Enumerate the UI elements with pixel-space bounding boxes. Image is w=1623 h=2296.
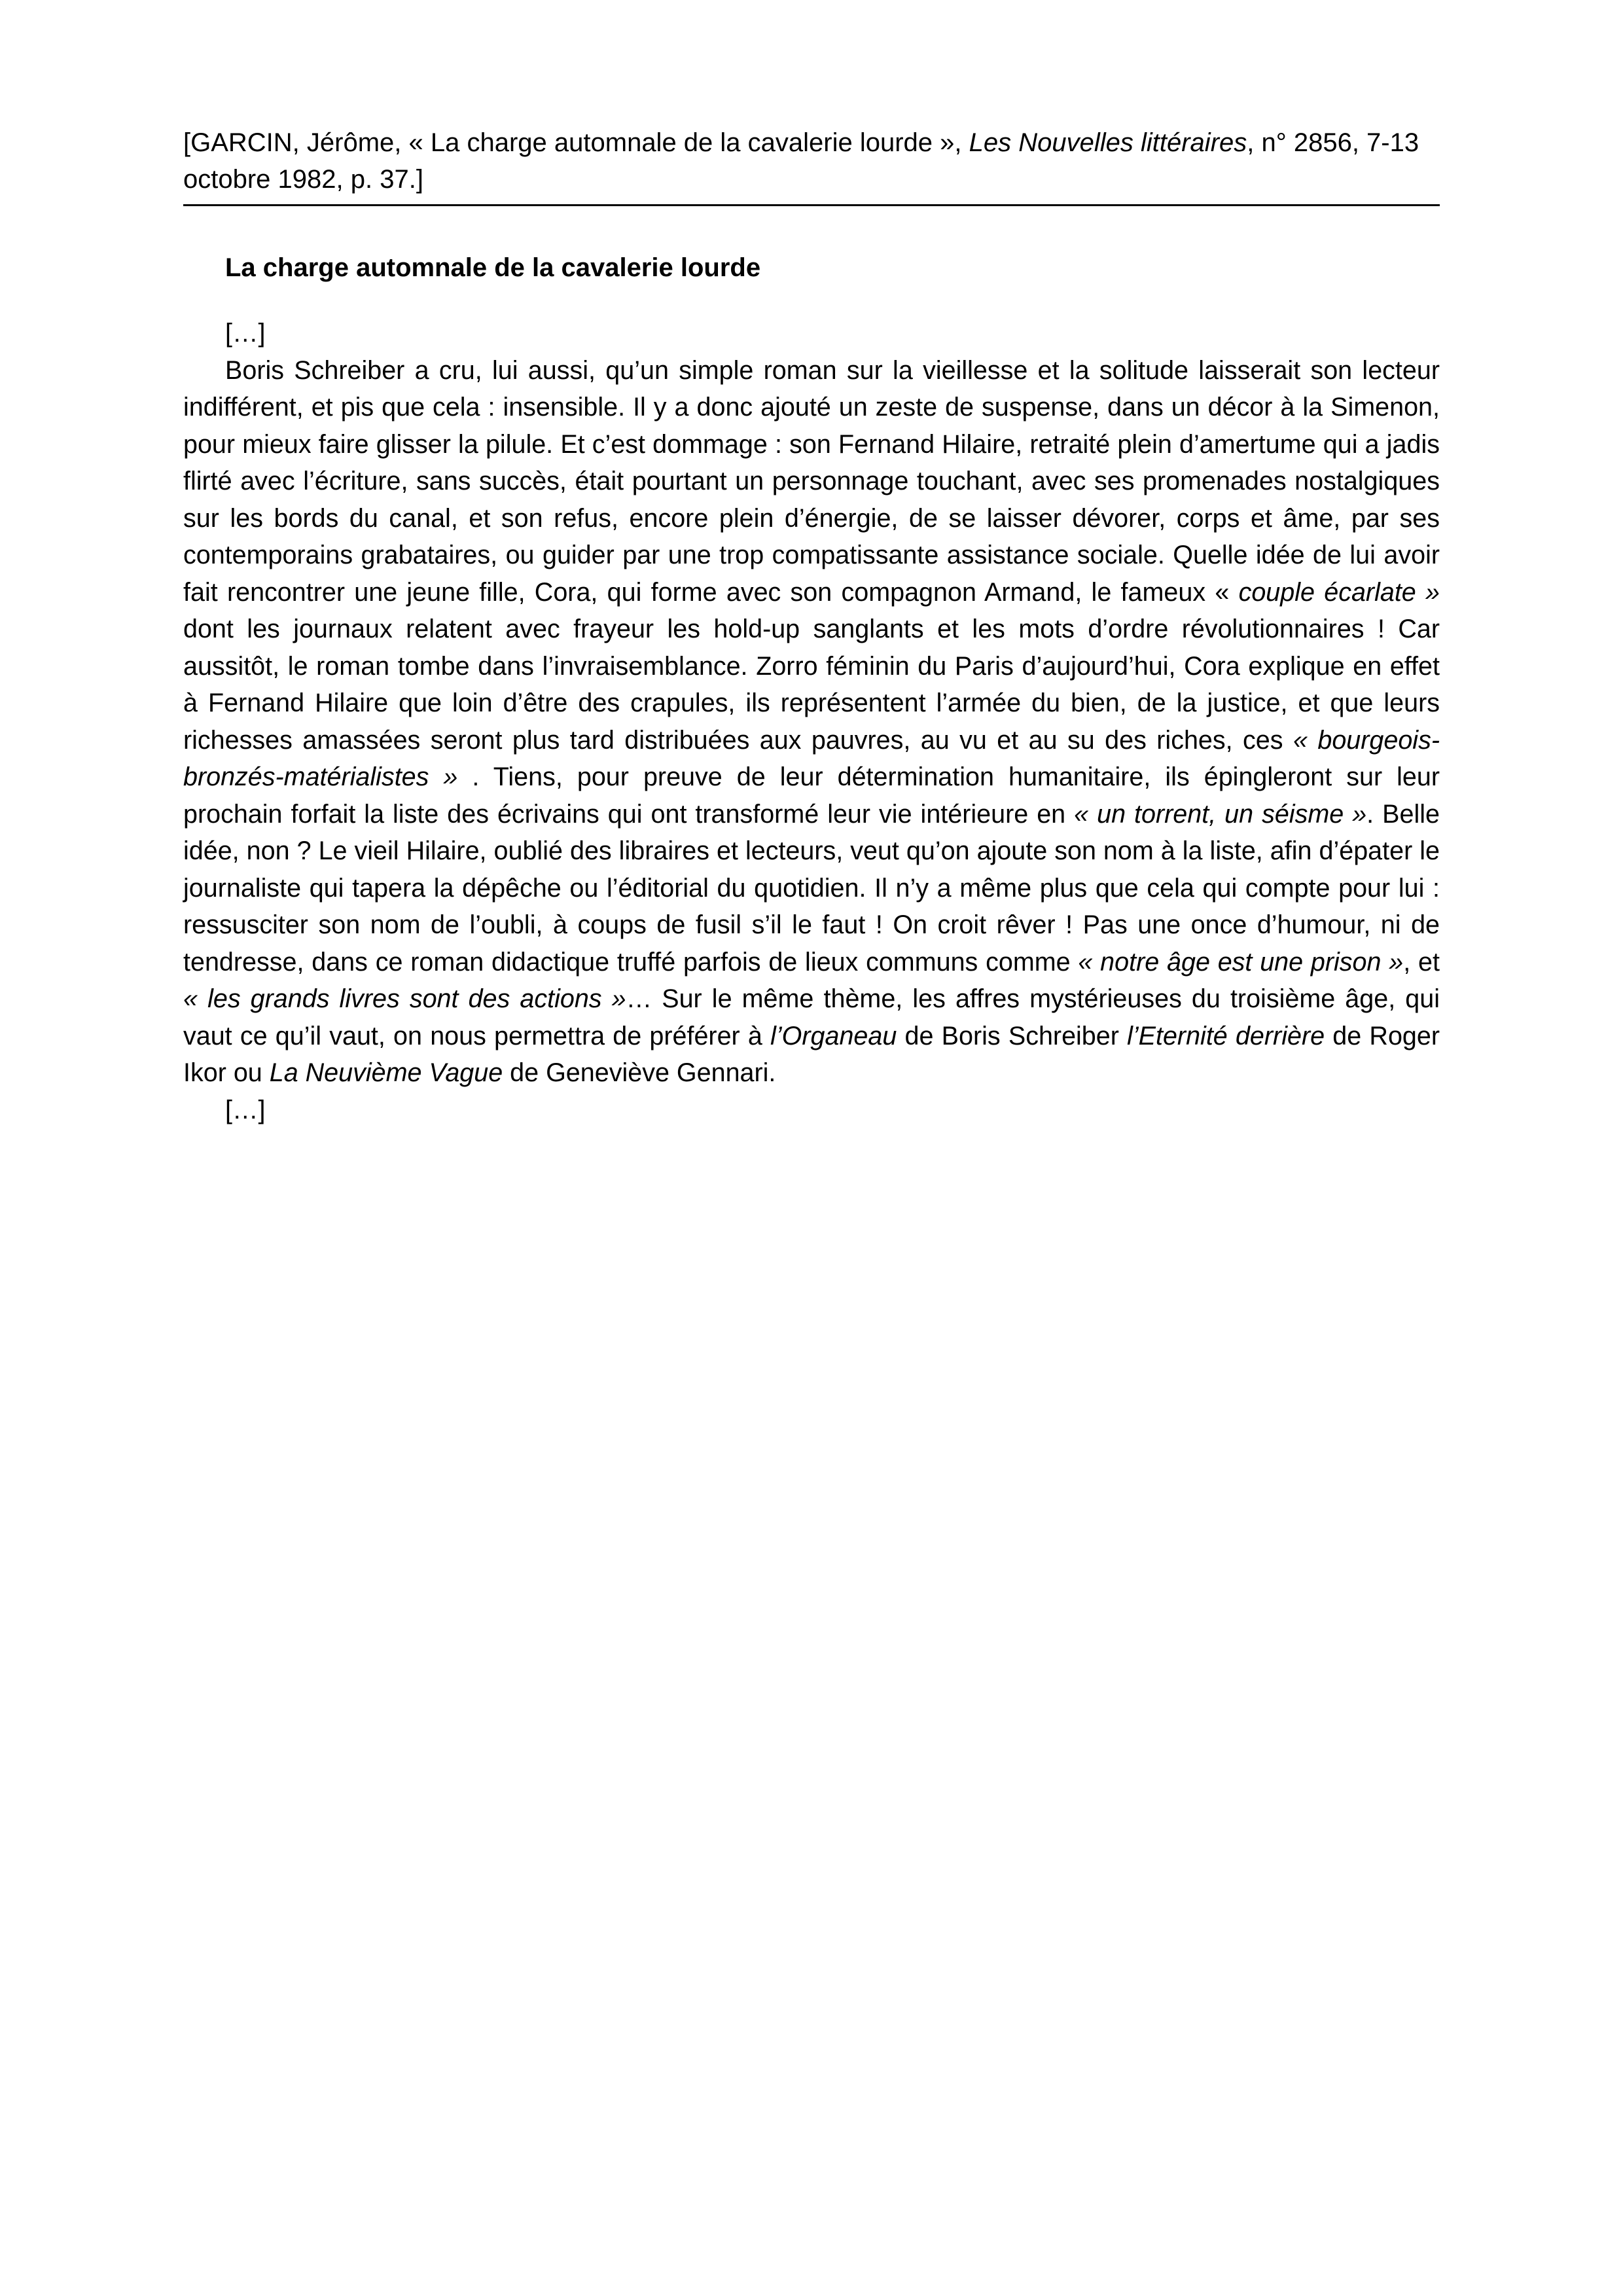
italic-run: « les grands livres sont des actions » xyxy=(183,984,626,1013)
italic-run: « notre âge est une prison » xyxy=(1078,947,1404,977)
italic-run: « bourgeois-bronzés-matérialistes » xyxy=(183,725,1440,791)
text-run: dont les journaux relatent avec frayeur les hold-up sanglants et les mots d’ordre révolutionnaires ! Car aussitôt, le roman tombe dans l’invraisemblance. Zorro féminin du Paris d’aujourd’hui, Cora explique en effet à Fernand Hilaire que loin d’être des crapules, ils représentent l’armée du bien, de la justice, et que leurs richesses amassées seront plus tard distribuées aux pauvres, au vu et au su des riches, ces xyxy=(183,615,1440,755)
ellipsis-end: […] xyxy=(225,1095,266,1124)
text-run: … Sur le même thème, les affres mystérieuses du troisième âge, qui vaut ce qu’il vaut, on nous permettra de préférer à xyxy=(183,984,1440,1050)
text-run: Boris Schreiber a cru, lui aussi, qu’un simple roman sur la vieillesse et la solitude laisserait son lecteur indifférent, et pis que cela : insensible. Il y a donc ajouté un zeste de suspense, dans un décor à la Simenon, pour mieux faire glisser la pilule. Et c’est dommage : son Fernand Hilaire, retraité plein d’amertume qui a jadis flirté avec l’écriture, sans succès, était pourtant un personnage touchant, avec ses promenades nostalgiques sur les bords du canal, et son refus, encore plein d’énergie, de se laisser dévorer, corps et âme, par ses contemporains grabataires, ou guider par une trop compatissante assistance sociale. Quelle idée de lui avoir fait rencontrer une jeune fille, Cora, qui forme avec son compagnon Armand, le fameux « xyxy=(183,355,1440,607)
italic-run: La Neuvième Vague xyxy=(269,1058,503,1087)
citation-header xyxy=(183,124,1440,206)
ellipsis-start: […] xyxy=(225,319,266,348)
text-run: de Geneviève Gennari. xyxy=(503,1058,776,1087)
citation-suffix: , n° 2856, 7-13 octobre 1982, p. 37.] xyxy=(183,128,1419,194)
article-body xyxy=(183,315,1440,1128)
article-title: La charge automnale de la cavalerie lourde xyxy=(225,253,761,282)
text-run: de Boris Schreiber xyxy=(897,1021,1128,1050)
citation-journal: Les Nouvelles littéraires xyxy=(969,128,1247,157)
main-paragraph xyxy=(183,352,1440,1092)
italic-run: l’Eternité derrière xyxy=(1127,1021,1325,1050)
document-page xyxy=(183,124,1440,1128)
italic-run: couple écarlate » xyxy=(1238,577,1440,607)
italic-run: « un torrent, un séisme » xyxy=(1074,799,1367,829)
text-run: , et xyxy=(1403,947,1440,977)
text-run: de Roger Ikor ou xyxy=(183,1021,1440,1087)
text-run: . Tiens, pour preuve de leur détermination humanitaire, ils épingleront sur leur prochain forfait la liste des écrivains qui ont transformé leur vie intérieure en xyxy=(183,762,1440,829)
text-run: . Belle idée, non ? Le vieil Hilaire, oublié des libraires et lecteurs, veut qu’on ajoute son nom à la liste, afin d’épater le journaliste qui tapera la dépêche ou l’éditorial du quotidien. Il n’y a même plus que cela qui compte pour lui : ressusciter son nom de l’oubli, à coups de fusil s’il le faut ! On croit rêver ! Pas une once d’humour, ni de tendresse, dans ce roman didactique truffé parfois de lieux communs comme xyxy=(183,799,1440,977)
citation-prefix: [GARCIN, Jérôme, « La charge automnale de la cavalerie lourde », xyxy=(183,128,969,157)
italic-run: l’Organeau xyxy=(770,1021,897,1050)
